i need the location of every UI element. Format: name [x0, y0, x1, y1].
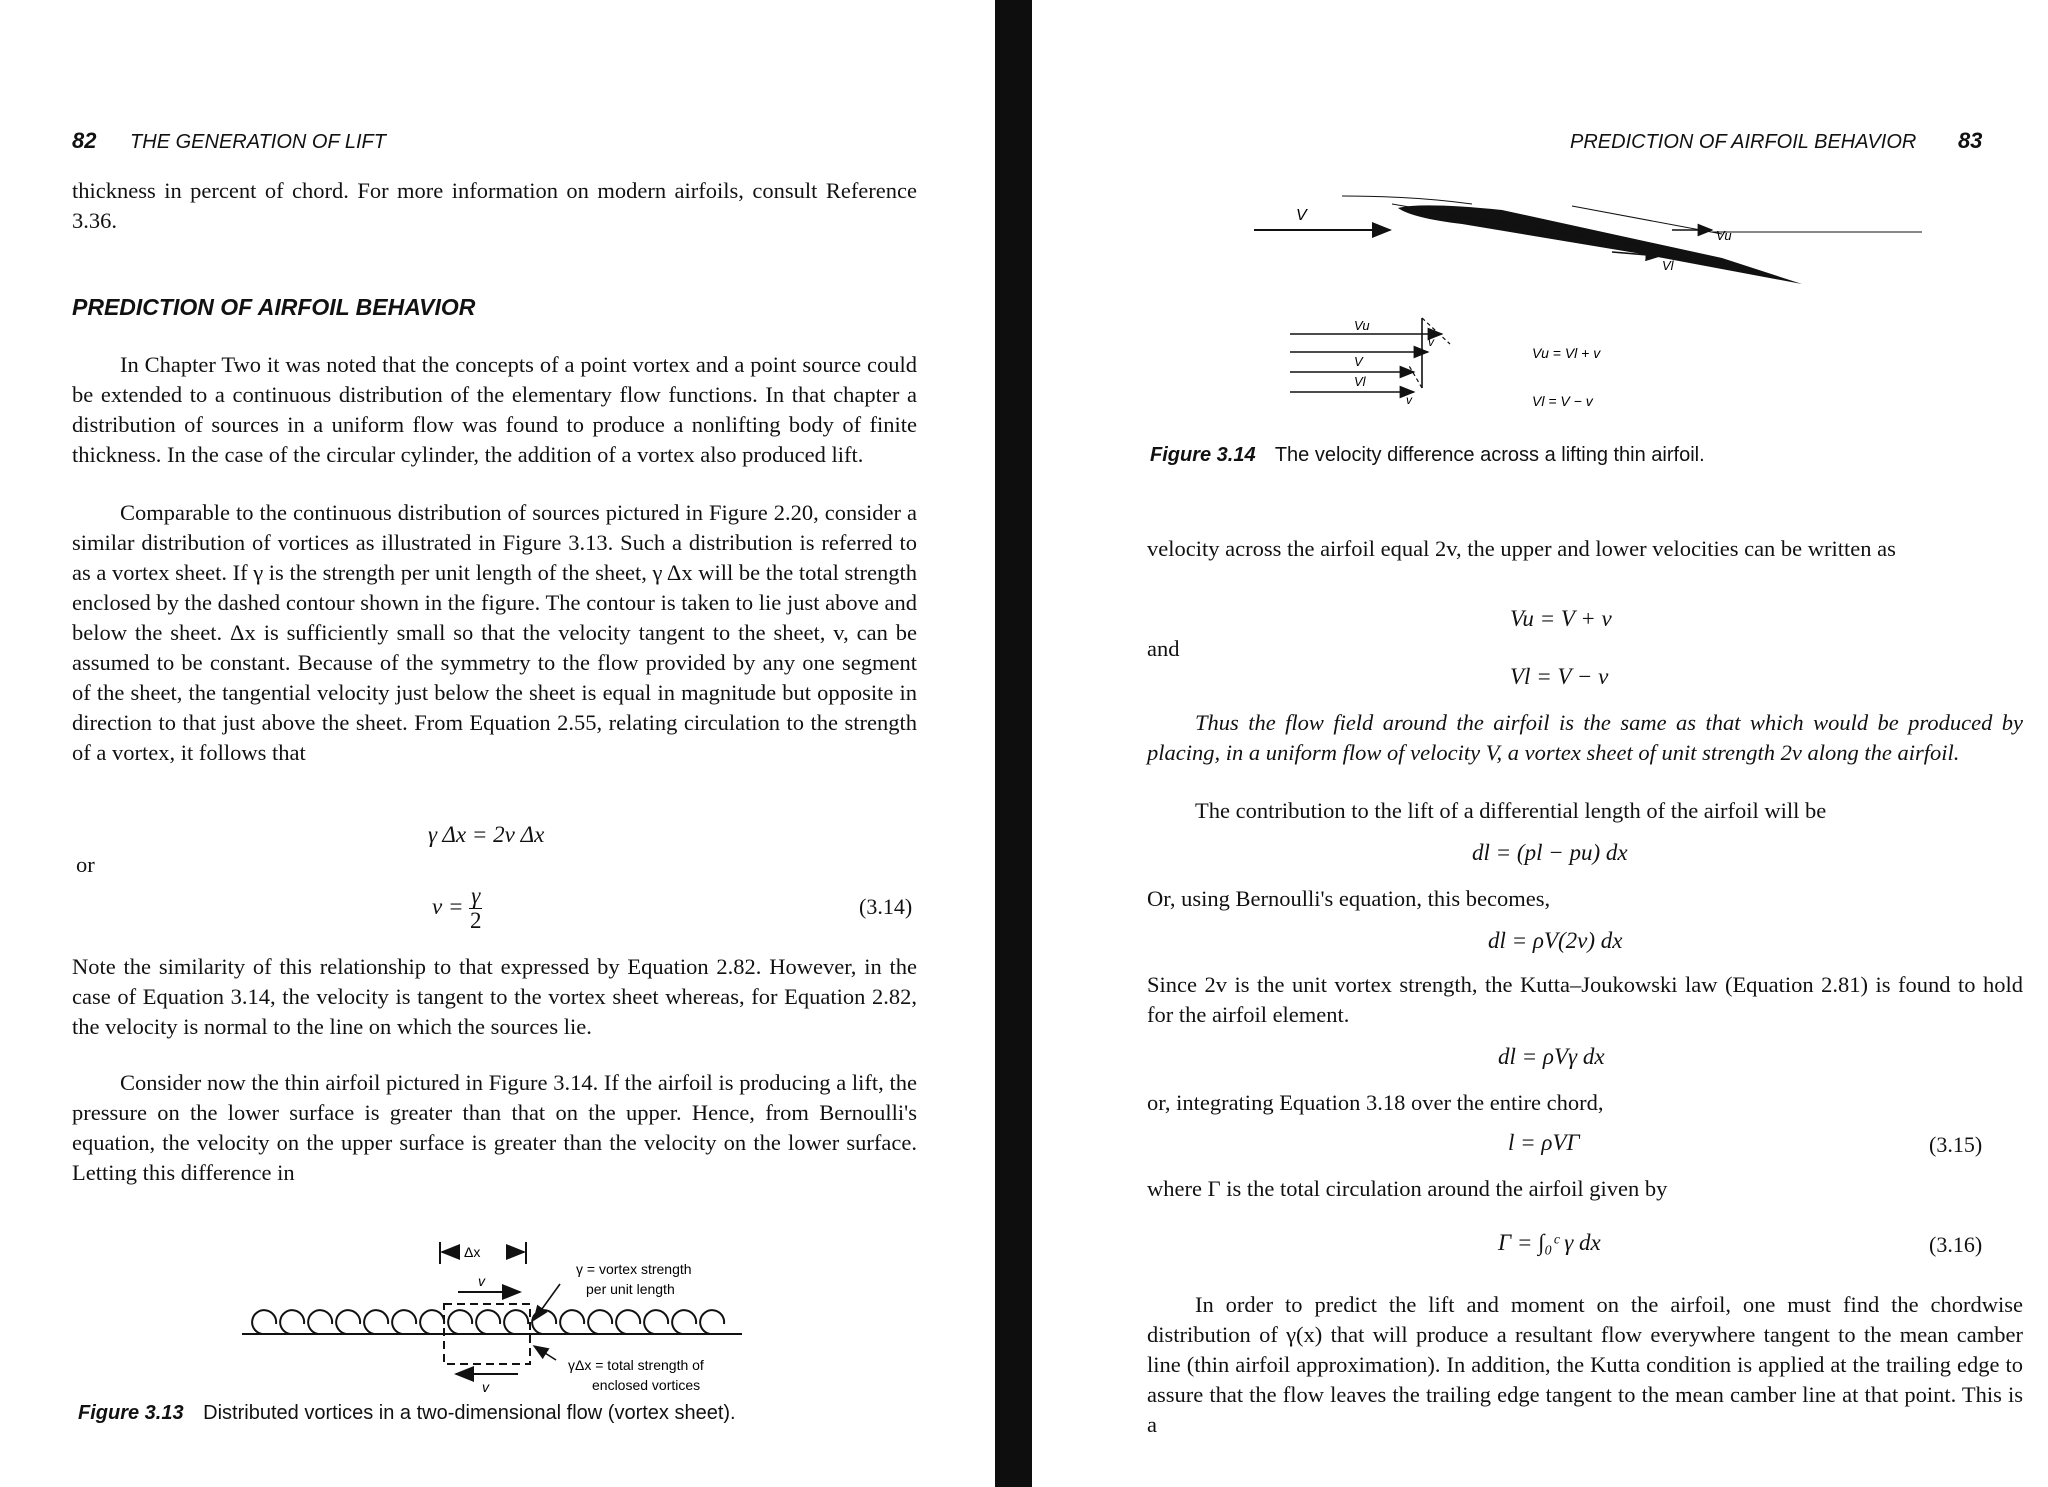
- relation-2: Vl = V − v: [1532, 393, 1593, 409]
- or-word: or: [76, 852, 95, 877]
- right-head-title: PREDICTION OF AIRFOIL BEHAVIOR: [1570, 131, 1917, 153]
- equation-3-15: l = ρVΓ: [1508, 1130, 1580, 1155]
- right-paragraph-4: Since 2v is the unit vortex strength, the Kutta–Joukowski law (Equation 2.81) is found to hold for the airfoil element.: [1147, 972, 2023, 1027]
- left-page: [0, 0, 995, 1487]
- vector-vl-label: Vl: [1354, 374, 1366, 389]
- intro-text: thickness in percent of chord. For more information on modern airfoils, consult Reference 3.36.: [72, 178, 917, 233]
- equation-dl-2: dl = ρV(2v) dx: [1488, 928, 1623, 953]
- equation-gamma-dx: γ Δx = 2v Δx: [428, 822, 545, 847]
- equation-3-14-numerator: γ: [471, 883, 481, 908]
- equation-3-14: [432, 884, 482, 933]
- figure-3-13-caption: [78, 1402, 736, 1425]
- equation-dl-1: dl = (pl − pu) dx: [1472, 840, 1628, 865]
- vector-v-label: V: [1354, 354, 1363, 369]
- book-gutter: [995, 0, 1032, 1487]
- gamma-label-line-1: γ = vortex strength: [576, 1261, 692, 1277]
- v-top-label: v: [478, 1273, 485, 1289]
- right-paragraph-6: where Γ is the total circulation around the airfoil given by: [1147, 1176, 1668, 1201]
- total-label-line-2: enclosed vortices: [592, 1377, 701, 1393]
- right-paragraph-3: Or, using Bernoulli's equation, this becomes,: [1147, 886, 1551, 911]
- free-stream-v-label: V: [1296, 207, 1307, 224]
- equation-3-14-fraction: [469, 884, 482, 933]
- left-paragraph-3: Note the similarity of this relationship to that expressed by Equation 2.82. However, in the case of Equation 3.14, the velocity is tangent to the vortex sheet whereas, for Equation 2.82, the velocity is normal to the line on which the sources lie.: [72, 954, 917, 1039]
- equation-3-16: Γ = ∫₀ᶜ γ dx: [1498, 1230, 1601, 1255]
- left-paragraph-2: Comparable to the continuous distribution of sources pictured in Figure 2.20, consider a similar distribution of vortices as illustrated in Figure 3.13. Such a distribution is referred to as a vortex sheet. If γ is the strength per unit length of the sheet, γ Δx will be the total strength enclosed by the dashed contour shown in the figure. The contour is taken to lie just above and below the sheet. Δx is sufficiently small so that the velocity tangent to the sheet, v, can be assumed to be constant. Because of the symmetry to the flow provided by any one segment of the sheet, the tangential velocity just below the sheet is equal in magnitude but opposite in direction to that just above the sheet. From Equation 2.55, relating circulation to the strength of a vortex, it follows that: [72, 500, 917, 765]
- lower-velocity-label: Vl: [1662, 258, 1674, 273]
- section-title: PREDICTION OF AIRFOIL BEHAVIOR: [72, 294, 476, 320]
- equation-vu: Vu = V + v: [1510, 606, 1612, 631]
- vector-vu-label: Vu: [1354, 318, 1370, 333]
- right-page: [1032, 0, 2048, 1487]
- vector-v-top-label: v: [1428, 335, 1434, 349]
- left-paragraph-4: Consider now the thin airfoil pictured in Figure 3.14. If the airfoil is producing a lift, the pressure on the lower surface is greater than that on the upper. Hence, from Bernoulli's equation, the velocity on the upper surface is greater than the velocity on the lower surface. Letting this difference in: [72, 1070, 917, 1185]
- figure-3-14-text: The velocity difference across a lifting thin airfoil.: [1274, 444, 1705, 466]
- right-page-number: 83: [1957, 128, 1983, 153]
- delta-x-label: Δx: [464, 1244, 481, 1260]
- equation-3-16-number: (3.16): [1929, 1232, 1983, 1257]
- total-label-line-1: γΔx = total strength of: [568, 1357, 704, 1373]
- equation-3-14-lhs: v =: [432, 893, 464, 919]
- figure-3-14-diagram: [1242, 188, 1962, 438]
- figure-3-13-label: Figure 3.13: [78, 1402, 184, 1424]
- figure-3-13-text: Distributed vortices in a two-dimensional flow (vortex sheet).: [203, 1402, 736, 1424]
- upper-velocity-label: Vu: [1716, 228, 1732, 243]
- right-paragraph-5: or, integrating Equation 3.18 over the entire chord,: [1147, 1090, 1604, 1115]
- right-running-head: [1570, 128, 1982, 154]
- left-page-number: 82: [72, 128, 97, 153]
- relation-1: Vu = Vl + v: [1532, 345, 1601, 361]
- left-head-title: THE GENERATION OF LIFT: [130, 131, 386, 153]
- equation-3-14-number: (3.14): [859, 894, 913, 919]
- v-bottom-label: v: [482, 1379, 489, 1394]
- gamma-label-line-2: per unit length: [586, 1281, 675, 1297]
- equation-3-15-number: (3.15): [1929, 1132, 1983, 1157]
- equation-3-14-denominator: 2: [470, 908, 482, 933]
- right-paragraph-7: In order to predict the lift and moment on the airfoil, one must find the chordwise distribution of γ(x) that will produce a resultant flow everywhere tangent to the mean camber line (thin airfoil approximation). In addition, the Kutta condition is applied at the trailing edge to assure that the flow leaves the trailing edge tangent to the mean camber line at that point. This is a: [1147, 1292, 2023, 1437]
- left-running-head: [72, 128, 386, 154]
- vector-v-bottom-label: v: [1406, 393, 1412, 407]
- figure-3-14-label: Figure 3.14: [1150, 444, 1256, 466]
- figure-3-14-caption: [1150, 444, 1705, 467]
- left-paragraph-1: In Chapter Two it was noted that the concepts of a point vortex and a point source could be extended to a continuous distribution of the elementary flow functions. In that chapter a distribution of sources in a uniform flow was found to produce a nonlifting body of finite thickness. In the case of the circular cylinder, the addition of a vortex also produced lift.: [72, 352, 917, 467]
- and-word: and: [1147, 636, 1180, 661]
- right-paragraph-2: The contribution to the lift of a differential length of the airfoil will be: [1195, 798, 1827, 823]
- equation-dl-3: dl = ρVγ dx: [1498, 1044, 1605, 1069]
- italic-conclusion: Thus the flow field around the airfoil is the same as that which would be produced by placing, in a uniform flow of velocity V, a vortex sheet of unit strength 2v along the airfoil.: [1147, 710, 2023, 765]
- right-paragraph-1: velocity across the airfoil equal 2v, the upper and lower velocities can be written as: [1147, 536, 1896, 561]
- equation-vl: Vl = V − v: [1510, 664, 1609, 689]
- figure-3-13-diagram: [230, 1228, 790, 1394]
